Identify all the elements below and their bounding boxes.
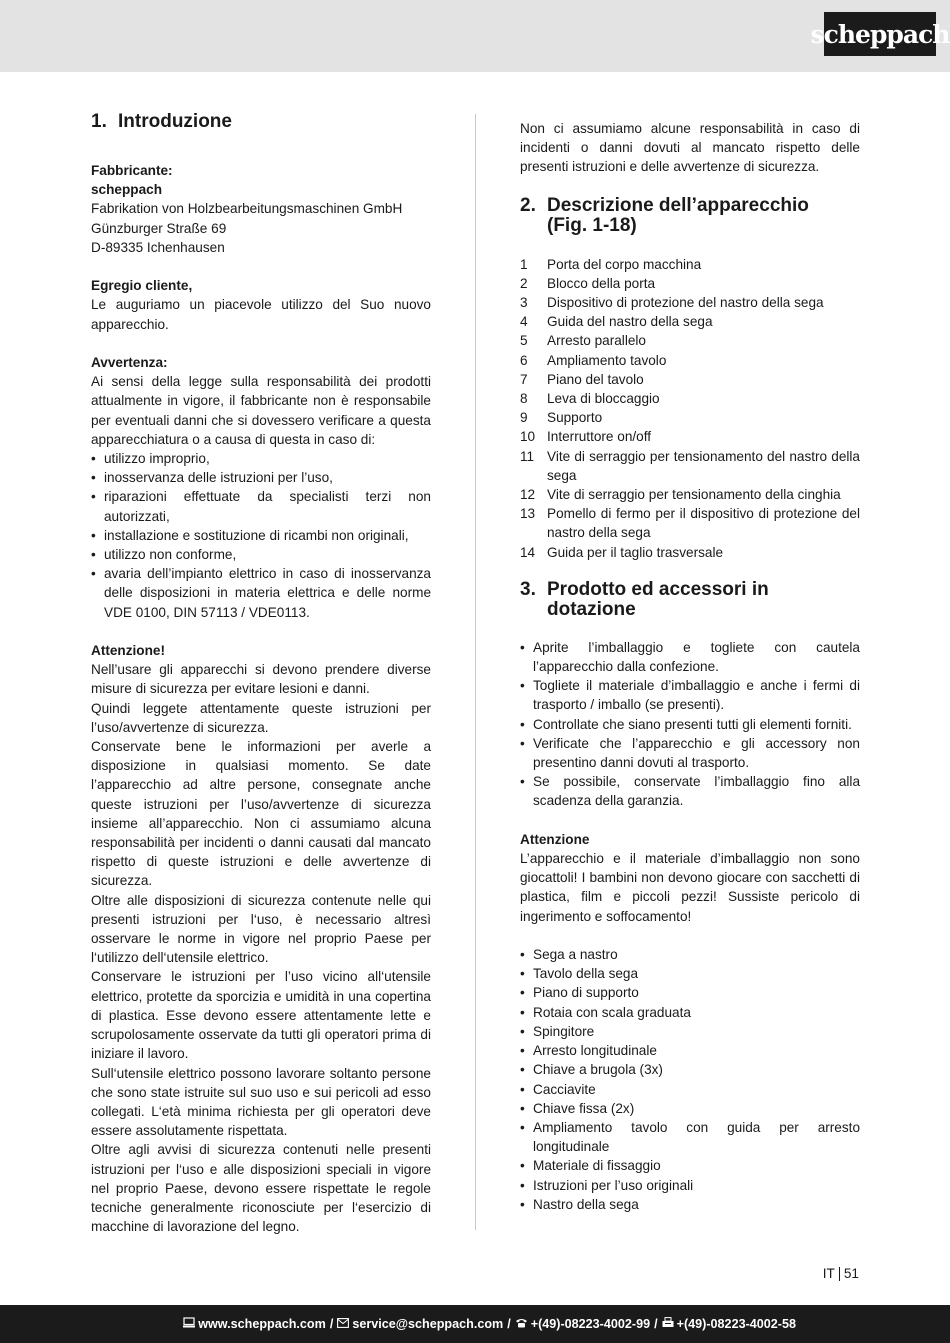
- phone-icon: [515, 1317, 528, 1331]
- footer-bar: [0, 1305, 950, 1343]
- list-item: • Rotaia con scala graduata: [520, 1003, 860, 1022]
- section-number: 1.: [91, 111, 107, 132]
- list-item: • Materiale di fissaggio: [520, 1156, 860, 1175]
- item-number: 9: [520, 410, 528, 426]
- item-number: 7: [520, 371, 528, 387]
- warning-text: Ai sensi della legge sulla responsabilità dei prodotti attualmente in vigore, il fabbricante non è responsabile per eventuali danni che si dovessero verificare a questa apparecchiatura o a causa di questa in caso di:: [91, 374, 431, 447]
- footer-website: www.scheppach.com: [198, 1317, 326, 1331]
- greeting-label: Egregio cliente,: [91, 278, 193, 294]
- contents-bullet-list: [520, 945, 860, 1214]
- scope-attention-text: L’apparecchio e il materiale d’imballaggio non sono giocattoli! I bambini non devono giocare con sacchetti di plastica, film e piccoli pezzi! Sussiste pericolo di ingerimento e soffocamento!: [520, 851, 860, 924]
- list-item: [520, 408, 860, 427]
- list-item: • Arresto longitudinale: [520, 1041, 860, 1060]
- item-text: Blocco della porta: [547, 275, 656, 291]
- right-column: [520, 112, 860, 1214]
- section-title: Introduzione: [118, 111, 232, 132]
- header-band: [0, 0, 950, 72]
- footer-phone: +(49)-08223-4002-99: [530, 1317, 651, 1331]
- paragraph: Quindi leggete attentamente queste istruzioni per l’uso/avvertenze di sicurezza.: [91, 700, 431, 735]
- greeting-text: Le auguriamo un piacevole utilizzo del Suo nuovo apparecchio.: [91, 297, 431, 332]
- list-item: • Cacciavite: [520, 1080, 860, 1099]
- item-text: Supporto: [547, 410, 603, 426]
- footer-fax: +(49)-08223-4002-58: [676, 1317, 796, 1331]
- list-item: • inosservanza delle istruzioni per l’uso,: [91, 468, 431, 487]
- item-number: 11: [520, 448, 535, 464]
- section-title: Descrizione dell’apparecchio: [547, 194, 809, 216]
- unpacking-bullet-list: [520, 638, 860, 811]
- list-item: • utilizzo improprio,: [91, 449, 431, 468]
- footer-separator: /: [329, 1317, 334, 1331]
- item-text: Interruttore on/off: [547, 429, 652, 445]
- mail-icon: [337, 1317, 349, 1331]
- list-item: • Se possibile, conservate l’imballaggio fino alla scadenza della garanzia.: [520, 772, 860, 810]
- section-2-heading: [520, 196, 860, 236]
- list-item: [520, 447, 860, 485]
- list-item: [520, 427, 860, 446]
- list-item: • Spingitore: [520, 1022, 860, 1041]
- item-number: 10: [520, 429, 536, 445]
- page-language: IT: [822, 1266, 835, 1281]
- list-item: • Chiave a brugola (3x): [520, 1060, 860, 1079]
- section-1-heading: [91, 112, 431, 132]
- item-text: Pomello di fermo per il dispositivo di protezione del nastro della sega: [547, 506, 860, 541]
- item-number: 4: [520, 314, 528, 330]
- footer-contact: [183, 1305, 796, 1343]
- list-item: • Piano di supporto: [520, 983, 860, 1002]
- item-number: 8: [520, 391, 528, 407]
- list-item: • avaria dell’impianto elettrico in caso di inosservanza delle disposizioni in materia elettrica e delle norme VDE 0100, DIN 57113 / VDE0113.: [91, 564, 431, 622]
- item-text: Porta del corpo macchina: [547, 256, 702, 272]
- paragraph: Sull‘utensile elettrico possono lavorare soltanto persone che sono state istruite sul suo uso e sui pericoli ad esso collegati. L‘età minima richiesta per gli operatori deve essere assolutamente rispettata.: [91, 1065, 431, 1139]
- item-number: 14: [520, 544, 536, 560]
- paragraph: Oltre alle disposizioni di sicurezza contenute nelle qui presenti istruzioni per l‘uso, è necessario altresì osservare le norme in vigore nel proprio Paese per l‘utilizzo dell‘utensile elettrico.: [91, 892, 431, 966]
- list-item: • Istruzioni per l’uso originali: [520, 1176, 860, 1195]
- list-item: • installazione e sostituzione di ricambi non originali,: [91, 526, 431, 545]
- section-number: 2.: [520, 194, 536, 216]
- manufacturer-company: scheppach: [91, 182, 163, 198]
- list-item: [520, 485, 860, 504]
- item-number: 2: [520, 275, 528, 291]
- item-text: Dispositivo di protezione del nastro della sega: [547, 295, 824, 311]
- list-item: • Nastro della sega: [520, 1195, 860, 1214]
- fax-icon: [662, 1317, 674, 1331]
- footer-separator: /: [654, 1317, 658, 1331]
- parts-list: [520, 255, 860, 562]
- section-title: Prodotto ed accessori in dotazione: [547, 578, 769, 620]
- item-text: Leva di bloccaggio: [547, 391, 660, 407]
- warning-bullet-list: [91, 449, 431, 622]
- item-text: Vite di serraggio per tensionamento della cinghia: [547, 487, 841, 503]
- attention-label: Attenzione!: [91, 643, 166, 659]
- list-item: [520, 274, 860, 293]
- list-item: • Ampliamento tavolo con guida per arresto longitudinale: [520, 1118, 860, 1156]
- manufacturer-line: Günzburger Straße 69: [91, 220, 227, 236]
- manufacturer-line: Fabrikation von Holzbearbeitungsmaschinen GmbH: [91, 201, 403, 217]
- list-item: [520, 543, 860, 562]
- item-number: 6: [520, 352, 528, 368]
- footer-email: service@scheppach.com: [352, 1317, 504, 1331]
- paragraph: Oltre agli avvisi di sicurezza contenuti nelle presenti istruzioni per l‘uso e alle disposizioni speciali in vigore nel proprio Paese, devono essere rispettate le regole tecniche generalmente riconosciute per l‘esercizio di macchine di lavorazione del legno.: [91, 1142, 431, 1235]
- list-item: [520, 293, 860, 312]
- page-number-separator: [839, 1267, 840, 1281]
- list-item: [520, 331, 860, 350]
- item-text: Guida per il taglio trasversale: [547, 544, 724, 560]
- item-number: 13: [520, 506, 536, 522]
- list-item: [520, 312, 860, 331]
- scope-attention-label: Attenzione: [520, 831, 590, 847]
- item-text: Arresto parallelo: [547, 333, 646, 349]
- page-number-value: 51: [843, 1266, 859, 1281]
- list-item: • riparazioni effettuate da specialisti terzi non autorizzati,: [91, 487, 431, 525]
- item-number: 12: [520, 487, 536, 503]
- paragraph: Nell’usare gli apparecchi si devono prendere diverse misure di sicurezza per evitare lesioni e danni.: [91, 662, 431, 697]
- computer-icon: [183, 1317, 195, 1331]
- list-item: • Tavolo della sega: [520, 964, 860, 983]
- item-text: Guida del nastro della sega: [547, 314, 713, 330]
- section-3-heading: [520, 580, 860, 620]
- item-text: Piano del tavolo: [547, 371, 644, 387]
- item-text: Ampliamento tavolo: [547, 352, 667, 368]
- list-item: [520, 370, 860, 389]
- footer-separator: /: [507, 1317, 511, 1331]
- item-number: 5: [520, 333, 528, 349]
- section-number: 3.: [520, 578, 536, 600]
- section-subtitle: (Fig. 1-18): [547, 214, 637, 236]
- manufacturer-line: D-89335 Ichenhausen: [91, 239, 225, 255]
- column-divider: [475, 114, 476, 1230]
- page-number: [823, 1264, 859, 1283]
- list-item: [520, 255, 860, 274]
- list-item: • Controllate che siano presenti tutti gli elementi forniti.: [520, 715, 860, 734]
- list-item: • Chiave fissa (2x): [520, 1099, 860, 1118]
- item-text: Vite di serraggio per tensionamento del nastro della sega: [547, 448, 860, 483]
- list-item: • Verificate che l’apparecchio e gli accessory non presentino danni dovuti al trasporto.: [520, 734, 860, 772]
- scheppach-logo: scheppach: [824, 12, 936, 56]
- list-item: • Togliete il materiale d’imballaggio e anche i fermi di trasporto / imballo (se presenti).: [520, 676, 860, 714]
- item-number: 1: [520, 256, 528, 272]
- list-item: • Aprite l’imballaggio e togliete con cautela l’apparecchio dalla confezione.: [520, 638, 860, 676]
- paragraph: Conservare le istruzioni per l’uso vicino all‘utensile elettrico, protette da sporcizia e umidità in una copertina di plastica. Esse devono essere attentamente lette e scrupolosamente osservate da tutti gli operatori prima di iniziare il lavoro.: [91, 969, 431, 1062]
- list-item: [520, 389, 860, 408]
- list-item: • utilizzo non conforme,: [91, 545, 431, 564]
- paragraph: Conservate bene le informazioni per averle a disposizione in qualsiasi momento. Se date l’apparecchio ad altre persone, consegnate anche queste istruzioni per l’uso/avvertenze di sicurezza insieme all’apparecchio. Non ci assumiamo alcuna responsabilità per incidenti o danni causati dal mancato rispetto di queste istruzioni e delle avvertenze di sicurezza.: [91, 739, 431, 889]
- warning-label: Avvertenza:: [91, 355, 168, 370]
- item-number: 3: [520, 295, 528, 311]
- list-item: • Sega a nastro: [520, 945, 860, 964]
- list-item: [520, 504, 860, 542]
- manufacturer-label: Fabbricante:: [91, 163, 173, 178]
- intro-continuation-text: Non ci assumiamo alcune responsabilità in caso di incidenti o danni dovuti al mancato rispetto delle presenti istruzioni e delle avvertenze di sicurezza.: [520, 121, 860, 175]
- left-column: [91, 112, 431, 1236]
- list-item: [520, 351, 860, 370]
